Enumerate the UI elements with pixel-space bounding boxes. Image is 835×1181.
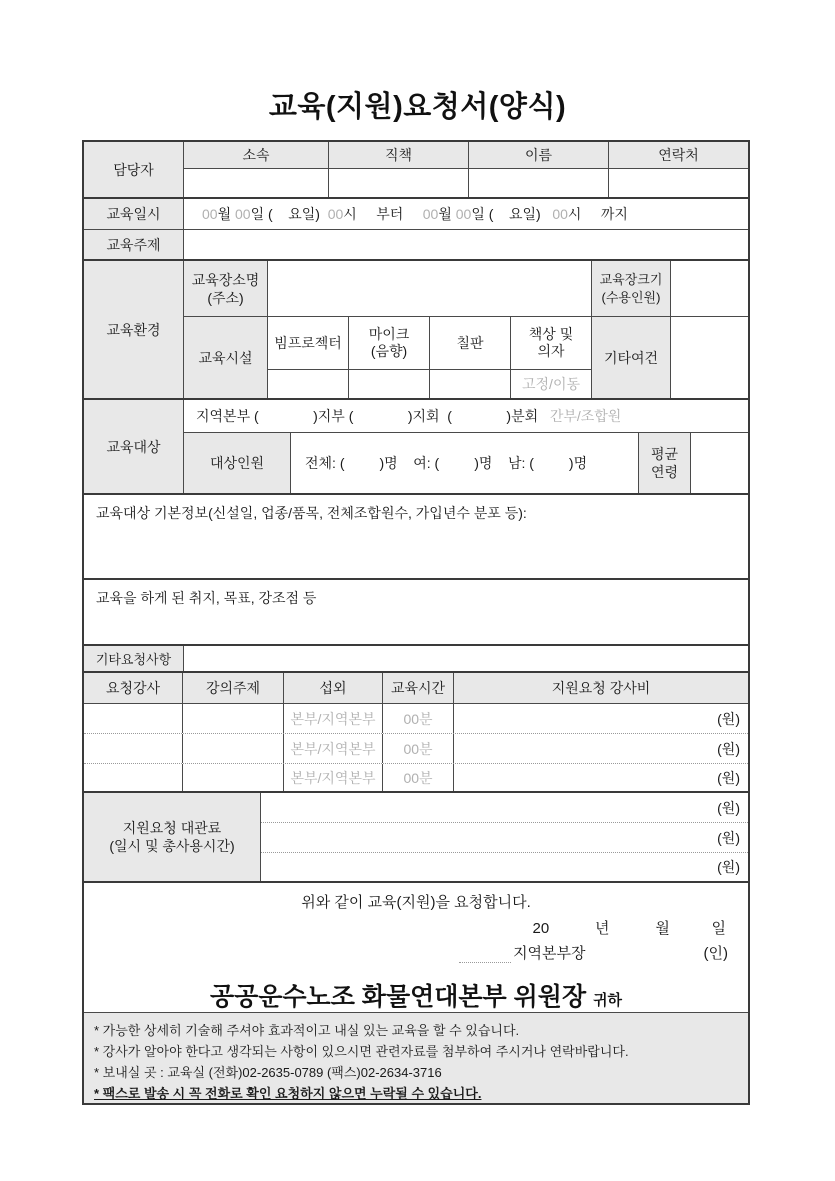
venue-fee-value-3[interactable]: (원) — [717, 859, 740, 875]
venue-fee-value-1[interactable]: (원) — [717, 799, 740, 816]
equip-mic-value[interactable] — [349, 370, 429, 398]
equip-board-col — [430, 317, 511, 398]
edu-topic-row — [84, 230, 748, 261]
fee-value[interactable]: (원) — [717, 769, 740, 786]
edu-target-org-line[interactable]: 지역본부 ( )지부 ( )지회 ( )분회 간부/조합원 — [196, 408, 622, 424]
other-requests-value[interactable] — [184, 646, 748, 671]
arrangement-value[interactable]: 본부/지역본부 — [284, 764, 383, 791]
equip-projector-label: 빔프로젝터 — [268, 317, 348, 370]
instructor-row-3 — [84, 764, 748, 793]
target-people-label: 대상인원 — [184, 433, 291, 493]
purpose-section — [84, 580, 748, 646]
facility-label: 교육시설 — [184, 317, 268, 398]
recipient-honorific: 귀하 — [593, 992, 623, 1009]
col-header-affiliation: 소속 — [184, 142, 329, 168]
request-statement: 위와 같이 교육(지원)을 요청합니다. — [301, 894, 531, 911]
venue-name-value[interactable] — [268, 261, 592, 316]
edu-environment-section — [84, 261, 748, 400]
fee-value[interactable]: (원) — [717, 710, 740, 727]
lecture-topic-value[interactable] — [183, 704, 284, 733]
date-line: 20 년 월 일 — [532, 920, 726, 937]
fee-value[interactable]: (원) — [717, 740, 740, 757]
purpose-field[interactable]: 교육을 하게 된 취지, 목표, 강조점 등 — [96, 590, 317, 606]
header-fee: 지원요청 강사비 — [454, 673, 748, 703]
other-conditions-value[interactable] — [671, 317, 748, 398]
signer-line — [84, 942, 748, 963]
signature-section — [84, 883, 748, 1013]
edu-environment-label: 교육환경 — [84, 261, 184, 398]
facility-grid — [268, 317, 592, 398]
note-send-to: * 보내실 곳 : 교육실 (전화)02-2635-0789 (팩스)02-2634-3716 — [94, 1065, 442, 1080]
edu-topic-value[interactable] — [184, 230, 748, 259]
manager-position-value[interactable] — [329, 169, 469, 197]
note-attachments: * 강사가 알아야 한다고 생각되는 사항이 있으시면 관련자료를 첨부하여 주시거나 연락바랍니다. — [94, 1044, 629, 1059]
manager-label: 담당자 — [84, 142, 184, 197]
equip-projector-col — [268, 317, 349, 398]
manager-contact-value[interactable] — [609, 169, 748, 197]
equip-projector-value[interactable] — [268, 370, 348, 398]
note-fax-warning: * 팩스로 발송 시 꼭 전화로 확인 요청하지 않으면 누락될 수 있습니다. — [94, 1086, 482, 1101]
equip-mic-label: 마이크 (음향) — [349, 317, 429, 370]
duration-value[interactable]: 00분 — [383, 734, 454, 763]
col-header-position: 직책 — [329, 142, 469, 168]
col-header-contact: 연락처 — [609, 142, 748, 168]
manager-section — [84, 142, 748, 199]
recipient-title: 공공운수노조 화물연대본부 위원장 — [209, 983, 587, 1011]
manager-name-value[interactable] — [469, 169, 609, 197]
header-requested-instructor: 요청강사 — [84, 673, 183, 703]
manager-affiliation-value[interactable] — [184, 169, 329, 197]
other-requests-label: 기타요청사항 — [84, 646, 184, 671]
footer-notes — [84, 1013, 748, 1103]
venue-name-label: 교육장소명 (주소) — [184, 261, 268, 316]
instructor-row-1 — [84, 704, 748, 734]
header-lecture-topic: 강의주제 — [183, 673, 284, 703]
edu-target-section — [84, 400, 748, 495]
edu-topic-label: 교육주제 — [84, 230, 184, 259]
basic-info-field[interactable]: 교육대상 기본정보(신설일, 업종/품목, 전체조합원수, 가입년수 분포 등): — [96, 505, 527, 521]
equip-mic-col — [349, 317, 430, 398]
page-title: 교육(지원)요청서(양식) — [268, 91, 567, 123]
instructor-row-2 — [84, 734, 748, 764]
edu-datetime-label: 교육일시 — [84, 199, 184, 229]
venue-fee-section — [84, 793, 748, 883]
arrangement-value[interactable]: 본부/지역본부 — [284, 734, 383, 763]
edu-target-label: 교육대상 — [84, 400, 184, 493]
lecture-topic-value[interactable] — [183, 764, 284, 791]
note-detail: * 가능한 상세히 기술해 주셔야 효과적이고 내실 있는 교육을 할 수 있습니다. — [94, 1023, 520, 1038]
header-arrangement: 섭외 — [284, 673, 383, 703]
request-form-table — [82, 140, 750, 1105]
instructor-name-value[interactable] — [84, 764, 183, 791]
other-conditions-label: 기타여건 — [592, 317, 671, 398]
instructor-name-value[interactable] — [84, 704, 183, 733]
equip-board-label: 칠판 — [430, 317, 510, 370]
venue-size-label: 교육장크기 (수용인원) — [592, 261, 671, 316]
instructor-name-value[interactable] — [84, 734, 183, 763]
arrangement-value[interactable]: 본부/지역본부 — [284, 704, 383, 733]
equip-desk-label: 책상 및 의자 — [511, 317, 591, 370]
other-requests-row — [84, 646, 748, 673]
avg-age-label: 평균 연령 — [639, 433, 691, 493]
duration-value[interactable]: 00분 — [383, 704, 454, 733]
venue-size-value[interactable] — [671, 261, 748, 316]
equip-desk-col — [511, 317, 592, 398]
avg-age-value[interactable] — [691, 433, 748, 493]
venue-fee-label: 지원요청 대관료 (일시 및 총사용시간) — [84, 793, 261, 881]
target-people-value[interactable]: 전체: ( )명 여: ( )명 남: ( )명 — [291, 433, 639, 493]
equip-board-value[interactable] — [430, 370, 510, 398]
equip-desk-fixed-mobile[interactable]: 고정/이동 — [522, 376, 580, 392]
edu-datetime-row — [84, 199, 748, 230]
header-duration: 교육시간 — [383, 673, 454, 703]
recipient-line — [84, 977, 748, 1013]
dotted-leader — [459, 950, 511, 963]
venue-fee-value-2[interactable]: (원) — [717, 829, 740, 846]
col-header-name: 이름 — [469, 142, 609, 168]
lecture-topic-value[interactable] — [183, 734, 284, 763]
signer-title: 지역본부장 — [513, 945, 586, 962]
basic-info-section — [84, 495, 748, 580]
duration-value[interactable]: 00분 — [383, 764, 454, 791]
instructor-table-header — [84, 673, 748, 704]
edu-datetime-value[interactable]: 00 월 00 일 ( 요일) 00 시 부터 00 월 00 일 ( 요일) 00 시 까지 — [202, 206, 628, 222]
seal-mark: (인) — [703, 945, 728, 962]
